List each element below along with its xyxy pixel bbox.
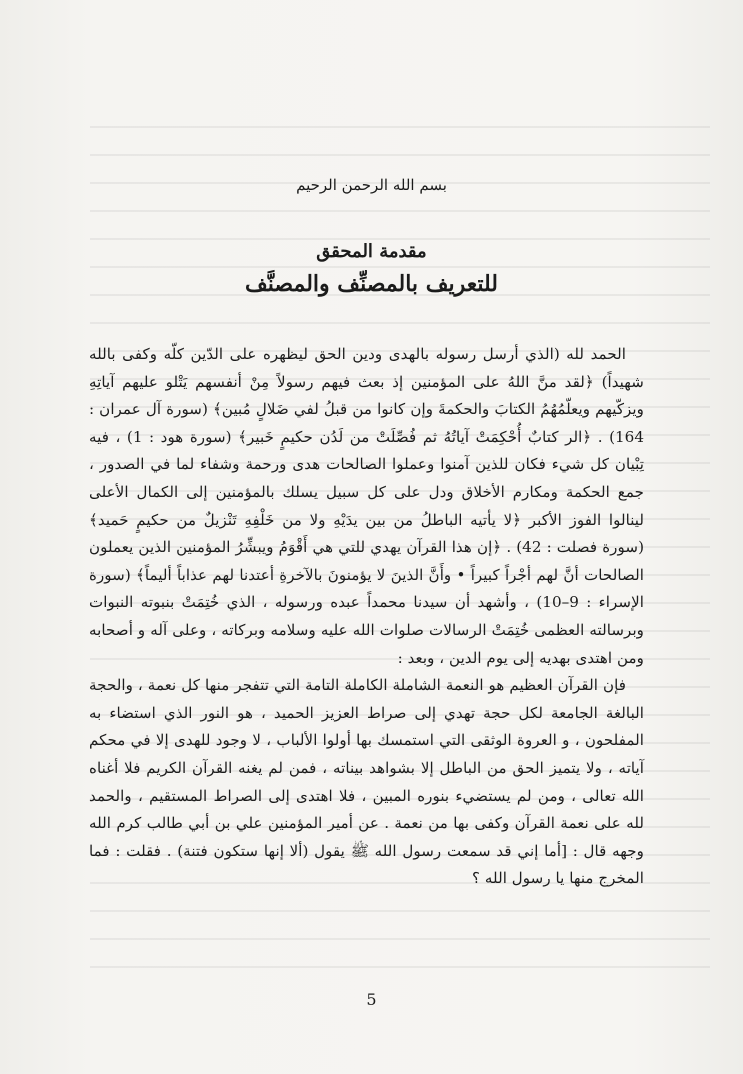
paragraph-1: الحمد لله (الذي أرسل رسوله بالهدى ودين الحق ليظهره على الدّين كلّه وكفى بالله شهيداً) ﴿لقد منَّ اللهُ على المؤمنين إذ بعث فيهم رسولاً مِنْ أنفسهم يَتْلو عليهم آياتِهِ ويزكّيهم ويعلّمُهُمُ الكتابَ والحكمةَ وإن كانوا من قبلُ لفي ضَلالٍ مُبين﴾ (سورة آل عمران : 164) . ﴿الر كتابٌ أُحْكِمَتْ آياتُهُ ثم فُصِّلَتْ من لَدُن حكيمٍ خَبير﴾ (سورة هود : 1) ، فيه تِبْيان كل شيء فكان للذين آمنوا وعملوا الصالحات هدى ورحمة وشفاء لما في الصدور ، جمع الحكمة ومكارم الأخلاق ودل على كل سبيل يسلك بالمؤمنين إلى الكمال الأعلى لينالوا الفوز الأكبر ﴿لا يأتيه الباطلُ من بين يدَيْهِ ولا من خَلْفِهِ تَنْزيلٌ من حكيمٍ حَميد﴾ (سورة فصلت : 42) . ﴿إن هذا القرآن يهدي للتي هي أَقْوَمُ ويبشِّرُ المؤمنين الذين يعملون الصالحات أنَّ لهم أجْراً كبيراً • وأَنَّ الذينَ لا يؤمنونَ بالآخرةِ أعتدنا لهم عذاباً أليماً﴾ (سورة الإسراء : 9–10) ، وأشهد أن سيدنا محمداً عبده ورسوله ، الذي خُتِمَتْ بنبوته النبوات وبرسالته العظمى خُتِمَتْ الرسالات صلوات الله عليه وسلامه وبركاته ، وعلى آله و أصحابه ومن اهتدى بهديه إلى يوم الدين ، وبعد :: [89, 345, 644, 667]
paragraph-2: فإن القرآن العظيم هو النعمة الشاملة الكاملة التامة التي تتفجر منها كل نعمة ، والحجة البالغة الجامعة لكل حجة تهدي إلى صراط العزيز الحميد ، هو النور الذي استضاء به المفلحون ، و العروة الوثقى التي استمسك بها أولوا الألباب ، لا وجود للهدى إلا في محكم آياته ، ولا يتميز الحق من الباطل إلا بشواهد بيناته ، فمن لم يغنه القرآن الكريم فلا أغناه الله تعالى ، ومن لم يستضيء بنوره المبين ، فلا اهتدى إلى الصراط المستقيم ، والحمد لله على نعمة القرآن وكفى بها من نعمة . عن أمير المؤمنين علي بن أبي طالب كرم الله وجهه قال : [أما إني قد سمعت رسول الله ﷺ يقول (ألا إنها ستكون فتنة) . فقلت : فما المخرج منها يا رسول الله ؟: [89, 676, 644, 888]
body-text: [89, 341, 644, 893]
page-subtitle: للتعريف بالمصنِّف والمصنَّف: [245, 271, 498, 297]
page-number: 5: [366, 990, 377, 1009]
page-title: مقدمة المحقق: [316, 241, 427, 262]
basmala-heading: بسم الله الرحمن الرحيم: [296, 176, 447, 194]
